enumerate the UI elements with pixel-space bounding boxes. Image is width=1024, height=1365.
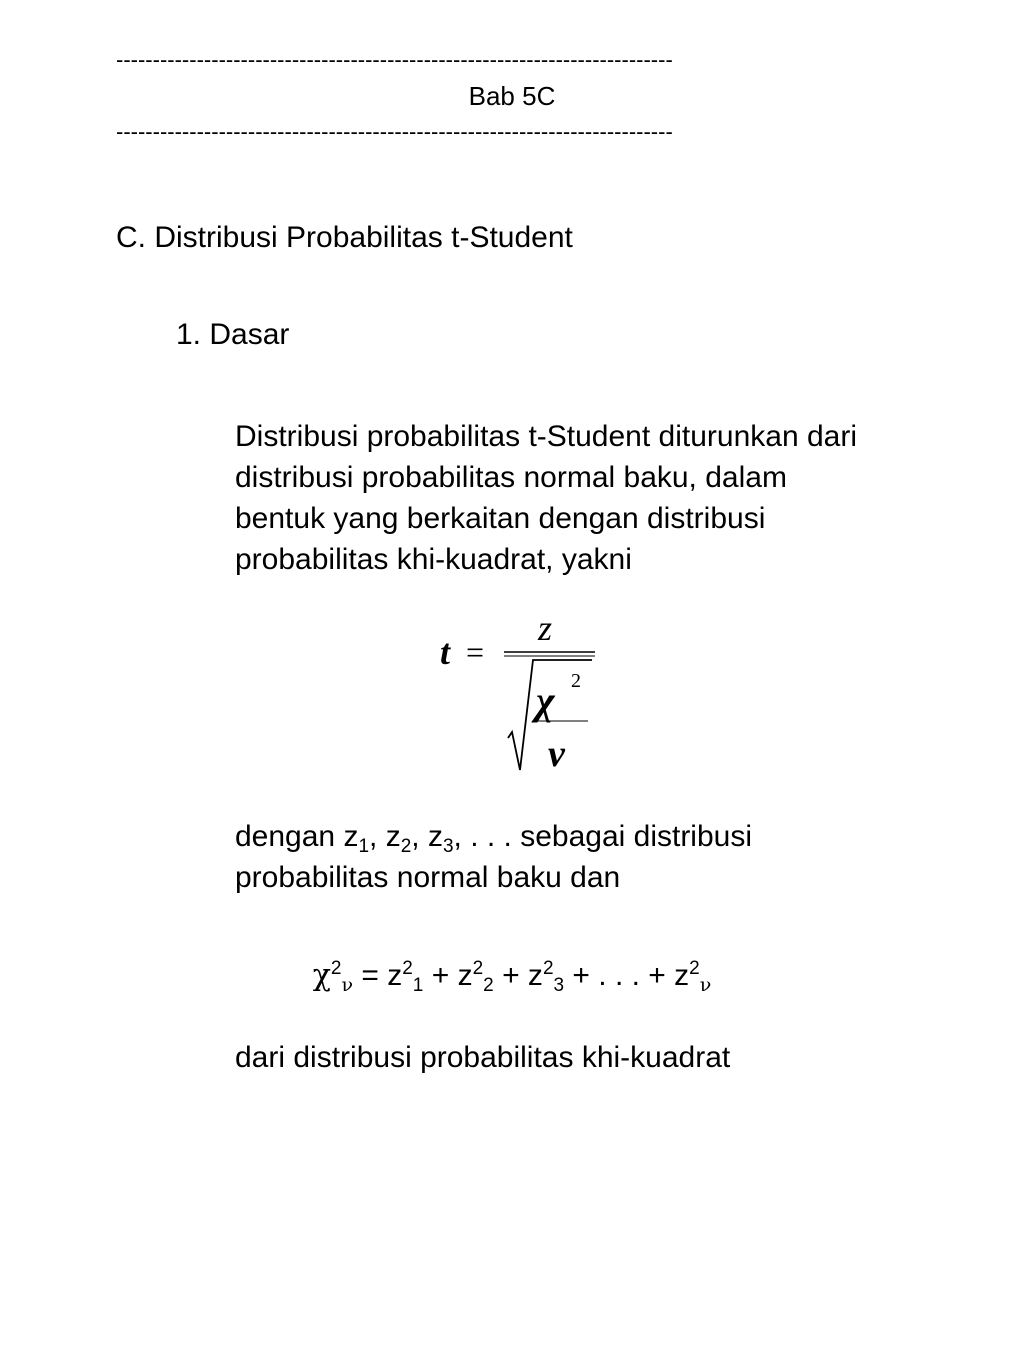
- z-sep-2: , z: [411, 820, 443, 853]
- formula-chi-exponent: 2: [571, 670, 581, 692]
- eq-t3-sub: 3: [553, 975, 565, 996]
- z-line-2: probabilitas normal baku dan: [235, 861, 621, 894]
- intro-line-2: distribusi probabilitas normal baku, dalam: [235, 461, 787, 494]
- eq-chi-sup: 2: [330, 958, 342, 979]
- eq-equals: = z: [353, 959, 403, 992]
- eq-t2-sup: 2: [472, 958, 484, 979]
- eq-t2-sub: 2: [483, 975, 494, 996]
- eq-tn-sup: 2: [689, 958, 700, 979]
- eq-t1-sup: 2: [402, 958, 413, 979]
- eq-plus-3: + . . . + z: [564, 959, 690, 992]
- intro-line-3: bentuk yang berkaitan dengan distribusi: [235, 502, 766, 535]
- t-formula-svg: [430, 600, 610, 790]
- subsection-title: 1. Dasar: [176, 318, 290, 351]
- z-prefix: dengan z: [235, 820, 359, 853]
- header-rule-top: ----------------------------------------------------------------------------: [116, 48, 673, 72]
- formula-numerator-z: z: [538, 608, 553, 648]
- header-rule-bottom: ----------------------------------------------------------------------------: [116, 120, 673, 144]
- z-paragraph: [235, 816, 955, 898]
- z-sep-1: , z: [369, 820, 401, 853]
- z-sub-1: 1: [358, 836, 370, 857]
- chi-square-equation: [0, 956, 1024, 996]
- eq-plus-2: + z: [493, 959, 543, 992]
- intro-line-4: probabilitas khi-kuadrat, yakni: [235, 543, 632, 576]
- formula-chi: χ: [536, 678, 555, 723]
- t-formula: [430, 600, 610, 790]
- intro-paragraph: [235, 416, 955, 580]
- eq-chi-sub: ν: [341, 974, 354, 996]
- section-title: C. Distribusi Probabilitas t-Student: [116, 221, 573, 254]
- formula-lhs-t: t: [440, 632, 451, 672]
- formula-nu: ν: [548, 733, 565, 775]
- eq-tn-sub: ν: [699, 974, 712, 996]
- z-line-1: [235, 816, 955, 857]
- formula-equals: =: [466, 634, 485, 670]
- z-sub-2: 2: [400, 836, 412, 857]
- intro-line-1: Distribusi probabilitas t-Student diturunkan dari: [235, 420, 857, 453]
- eq-t3-sup: 2: [542, 958, 554, 979]
- z-sub-3: 3: [442, 836, 454, 857]
- closing-paragraph: dari distribusi probabilitas khi-kuadrat: [235, 1041, 731, 1074]
- eq-chi: χ: [312, 958, 331, 993]
- z-suffix: , . . . sebagai distribusi: [453, 820, 753, 853]
- eq-plus-1: + z: [423, 959, 473, 992]
- eq-t1-sub: 1: [412, 975, 424, 996]
- chapter-label: Bab 5C: [468, 81, 556, 111]
